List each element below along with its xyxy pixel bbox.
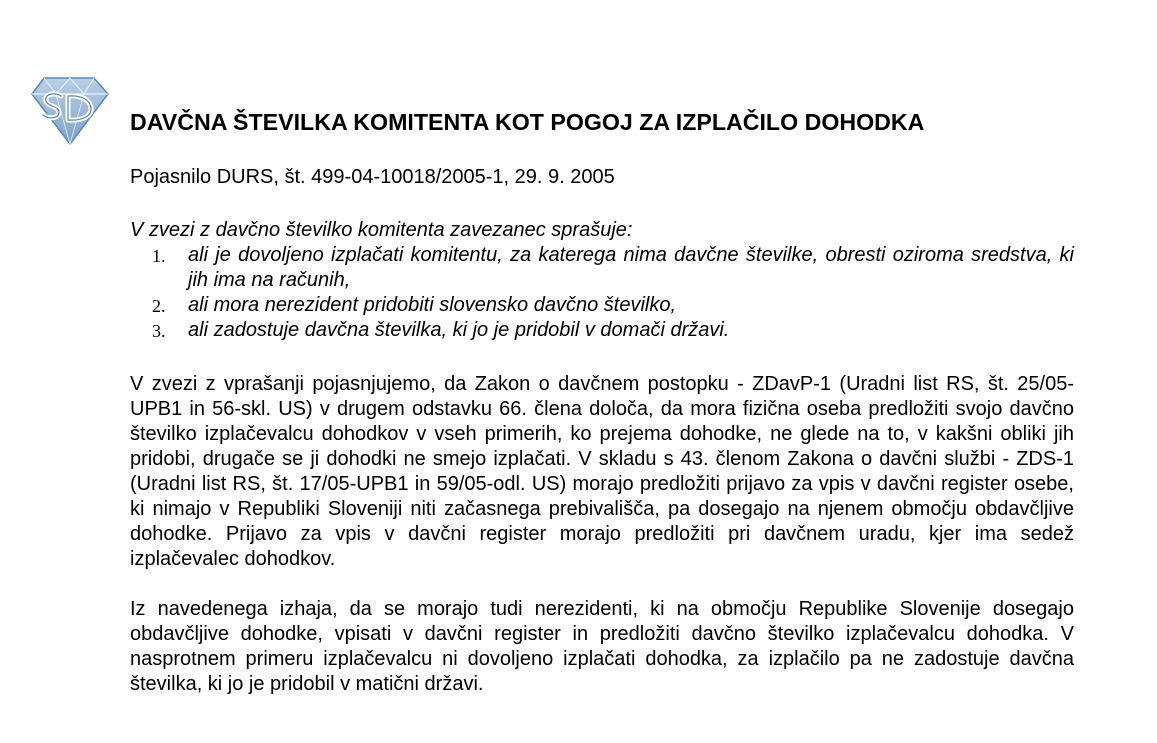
question-intro: V zvezi z davčno številko komitenta zavezanec sprašuje: [130,219,633,241]
sd-diamond-logo-icon [26,72,112,148]
question-list [130,243,1074,343]
list-item-text: ali zadostuje davčna številka, ki jo je pridobil v domači državi. [188,319,730,341]
list-item [130,318,1074,343]
list-item-number: 1. [152,246,166,266]
list-item-text: ali je dovoljeno izplačati komitentu, za katerega nima davčne številke, obresti oziroma sredstva, ki jih ima na računih, [188,244,1074,291]
document-reference: Pojasnilo DURS, št. 499-04-10018/2005-1, 29. 9. 2005 [130,166,615,188]
document-body [130,108,1074,697]
document-title: DAVČNA ŠTEVILKA KOMITENTA KOT POGOJ ZA IZPLAČILO DOHODKA [130,109,925,135]
list-item-text: ali mora nerezident pridobiti slovensko davčno številko, [188,294,677,316]
list-item-number: 2. [152,296,166,316]
paragraph-conclusion: Iz navedenega izhaja, da se morajo tudi nerezidenti, ki na območju Republike Slovenije dosegajo obdavčljive dohodke, vpisati v davčni register in predložiti davčno številko izplačevalcu dohodka. V nasprotnem primeru izplačevalcu ni dovoljeno izplačati dohodka, za izplačilo pa ne zadostuje davčna številka, ki jo je pridobil v matični državi. [130,598,1074,695]
list-item-number: 3. [152,321,166,341]
list-item [130,243,1074,293]
paragraph-explanation: V zvezi z vprašanji pojasnjujemo, da Zakon o davčnem postopku - ZDavP-1 (Uradni list RS, št. 25/05-UPB1 in 56-skl. US) v drugem odstavku 66. člena določa, da mora fizična oseba predložiti svojo davčno številko izplačevalcu dohodkov v vseh primerih, ko prejema dohodke, ne glede na to, v kakšni obliki jih pridobi, drugače se ji dohodki ne smejo izplačati. V skladu s 43. členom Zakona o davčni službi - ZDS-1 (Uradni list RS, št. 17/05-UPB1 in 59/05-odl. US) morajo predložiti prijavo za vpis v davčni register osebe, ki nimajo v Republiki Sloveniji niti začasnega prebivališča, pa dosegajo na njenem območju obdavčljive dohodke. Prijavo za vpis v davčni register morajo predložiti pri davčnem uradu, kjer ima sedež izplačevalec dohodkov. [130,373,1074,570]
list-item [130,293,1074,318]
